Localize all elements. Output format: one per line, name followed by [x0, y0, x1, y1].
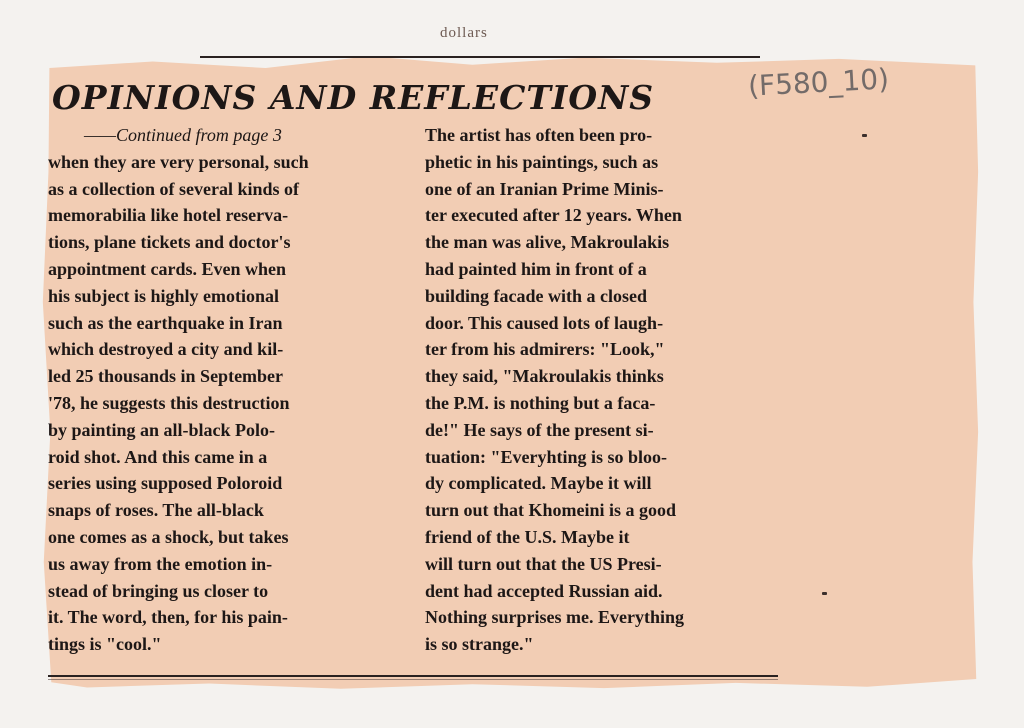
text-line: stead of bringing us closer to — [48, 580, 269, 601]
left-column — [48, 122, 390, 658]
text-line: series using supposed Poloroid — [48, 473, 283, 494]
continued-from-label: ——Continued from page 3 — [84, 125, 282, 145]
text-line: they said, "Makroulakis thinks — [425, 366, 664, 387]
text-line: dent had accepted Russian aid. — [425, 580, 663, 601]
bottom-rule-shadow — [48, 679, 778, 680]
speck — [862, 134, 867, 137]
text-line: friend of the U.S. Maybe it — [425, 526, 630, 547]
top-rule — [200, 56, 760, 58]
text-line: appointment cards. Even when — [48, 258, 287, 279]
text-line: roid shot. And this came in a — [48, 446, 268, 467]
text-line: led 25 thousands in September — [48, 366, 284, 387]
text-line: had painted him in front of a — [425, 258, 647, 279]
text-line: The artist has often been pro- — [425, 125, 653, 145]
text-line: such as the earthquake in Iran — [48, 312, 283, 333]
text-line: one of an Iranian Prime Minis- — [425, 178, 664, 199]
text-line: '78, he suggests this destruction — [48, 392, 290, 413]
text-line: tuation: "Everyhting is so bloo- — [425, 446, 668, 467]
text-line: will turn out that the US Presi- — [425, 553, 662, 574]
text-line: turn out that Khomeini is a good — [425, 500, 677, 521]
left-column-text — [48, 149, 390, 658]
text-line: the P.M. is nothing but a faca- — [425, 392, 656, 413]
right-column — [425, 122, 767, 658]
text-line: when they are very personal, such — [48, 151, 309, 172]
text-line: tings is "cool." — [48, 634, 162, 655]
text-line: de!" He says of the present si- — [425, 419, 654, 440]
text-line: ter executed after 12 years. When — [425, 205, 682, 226]
text-line: phetic in his paintings, such as — [425, 151, 659, 172]
text-line: one comes as a shock, but takes — [48, 526, 289, 547]
right-column-text — [425, 122, 767, 658]
text-line: ter from his admirers: "Look," — [425, 339, 665, 360]
bottom-rule — [48, 675, 778, 677]
torn-top-text: dollars — [440, 25, 488, 41]
text-line: by painting an all-black Polo- — [48, 419, 276, 440]
text-line: as a collection of several kinds of — [48, 178, 299, 199]
text-line: dy complicated. Maybe it will — [425, 473, 652, 494]
text-line: it. The word, then, for his pain- — [48, 607, 288, 628]
text-line: tions, plane tickets and doctor's — [48, 232, 291, 253]
headline: OPINIONS AND REFLECTIONS — [52, 78, 655, 117]
text-line: building facade with a closed — [425, 285, 648, 306]
text-line: memorabilia like hotel reserva- — [48, 205, 289, 226]
text-line: Nothing surprises me. Everything — [425, 607, 685, 628]
speck — [822, 592, 827, 595]
text-line: snaps of roses. The all-black — [48, 500, 264, 521]
text-line: his subject is highly emotional — [48, 285, 280, 306]
text-line: the man was alive, Makroulakis — [425, 232, 670, 253]
handwritten-note: (F580_10) — [747, 62, 890, 103]
text-line: which destroyed a city and kil- — [48, 339, 284, 360]
text-line: us away from the emotion in- — [48, 553, 273, 574]
text-line: is so strange." — [425, 634, 534, 655]
text-line: door. This caused lots of laugh- — [425, 312, 664, 333]
